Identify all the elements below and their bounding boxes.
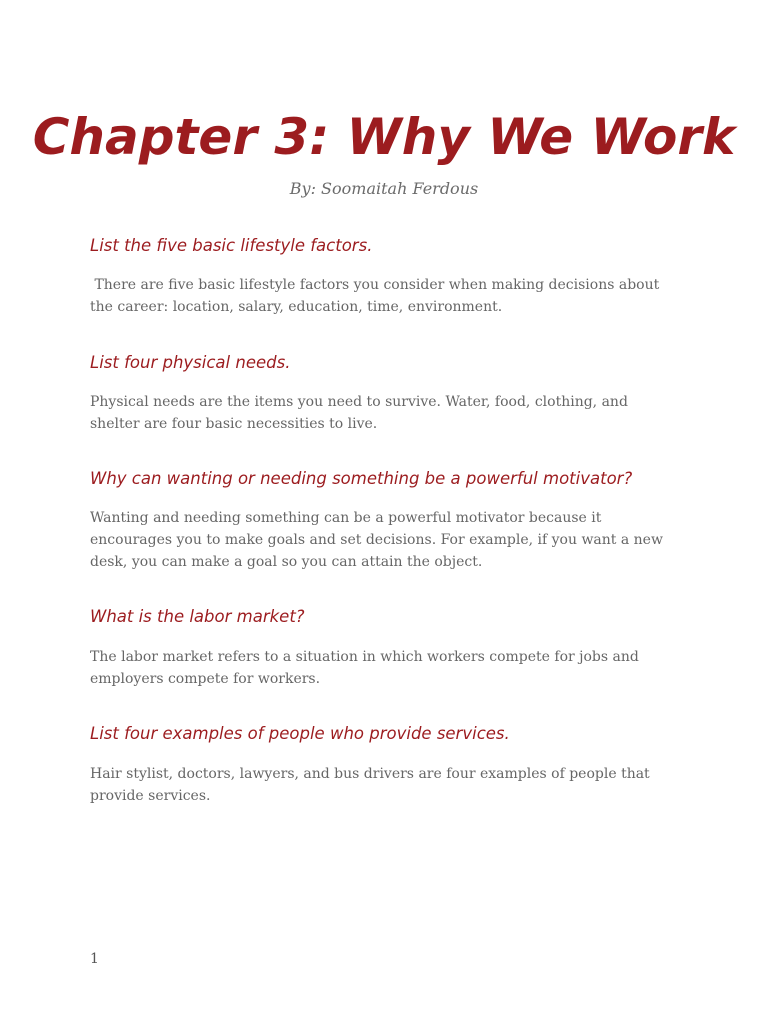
page-number: 1	[90, 951, 99, 967]
author-byline: By: Soomaitah Ferdous	[289, 179, 479, 198]
answer-physical-needs: Physical needs are the items you need to survive. Water, food, clothing, and shelter are four basic necessities to live.	[90, 394, 633, 432]
question-lifestyle-factors: List the five basic lifestyle factors.	[90, 236, 373, 255]
answer-service-providers: Hair stylist, doctors, lawyers, and bus drivers are four examples of people that provide services.	[90, 766, 655, 804]
question-service-providers: List four examples of people who provide services.	[90, 724, 510, 743]
question-powerful-motivator: Why can wanting or needing something be a powerful motivator?	[90, 469, 633, 488]
chapter-title: Chapter 3: Why We Work	[32, 108, 736, 166]
answer-lifestyle-factors: There are five basic lifestyle factors you consider when making decisions about the career: location, salary, education, time, environment.	[90, 277, 664, 315]
answer-powerful-motivator: Wanting and needing something can be a powerful motivator because it encourages you to make goals and set decisions. For example, if you want a new desk, you can make a goal so you can attain the object.	[90, 510, 668, 570]
question-physical-needs: List four physical needs.	[90, 353, 291, 372]
question-labor-market: What is the labor market?	[90, 607, 305, 626]
answer-labor-market: The labor market refers to a situation in which workers compete for jobs and employers compete for workers.	[90, 649, 644, 687]
